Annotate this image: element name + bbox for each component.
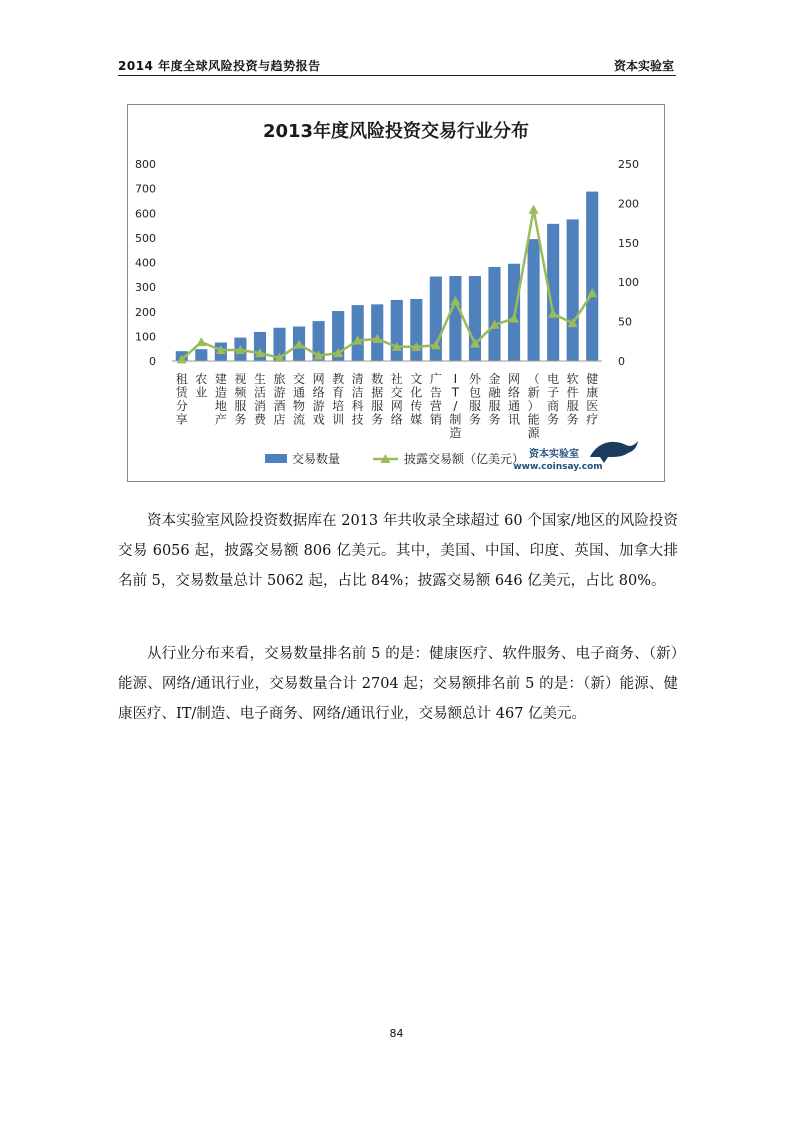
category-label <box>176 372 189 427</box>
bar-21 <box>567 219 579 361</box>
category-label-char: 件 <box>566 385 579 400</box>
category-label-char: 网 <box>312 372 325 386</box>
category-label-char: 新 <box>527 385 540 400</box>
category-label <box>293 372 305 427</box>
category-label-char: 产 <box>214 412 227 427</box>
category-label-char: 旅 <box>273 372 286 386</box>
category-label <box>547 371 559 427</box>
category-label <box>273 372 285 427</box>
category-label <box>391 371 403 427</box>
category-label-char: 戏 <box>312 412 325 427</box>
legend-line-label: 披露交易额（亿美元） <box>404 452 525 466</box>
category-label-char: 务 <box>371 412 384 427</box>
category-label-char: 数 <box>371 372 384 386</box>
category-label-char: 媒 <box>410 412 423 427</box>
bar-17 <box>488 267 500 361</box>
category-label-char: T <box>451 385 460 400</box>
category-label-char: 游 <box>312 399 325 413</box>
category-label-char: 康 <box>586 385 599 400</box>
category-label-char: 服 <box>234 399 247 413</box>
category-label-char: 洁 <box>351 385 364 400</box>
y-left-tick-label: 500 <box>135 231 156 245</box>
category-label-char: 广 <box>429 372 442 386</box>
category-label-char: 交 <box>390 385 403 400</box>
category-label-char: 赁 <box>175 385 188 400</box>
bar-22 <box>586 192 598 361</box>
category-label-char: 交 <box>293 372 306 386</box>
category-label-char: 训 <box>332 412 345 427</box>
y-left-tick-label: 700 <box>135 182 156 196</box>
y-right-tick-label: 50 <box>618 315 632 329</box>
category-label-char: 医 <box>586 399 599 413</box>
category-label-char: 物 <box>293 399 306 413</box>
report-title: 2014 年度全球风险投资与趋势报告 <box>118 59 321 73</box>
category-label-char: 培 <box>332 399 345 413</box>
category-label-char: 业 <box>195 385 208 400</box>
category-label-char: 告 <box>429 385 442 400</box>
category-label-char: 技 <box>351 412 364 427</box>
y-right-tick-label: 200 <box>618 197 639 211</box>
bar-15 <box>449 276 461 361</box>
category-label-char: 视 <box>234 372 247 386</box>
category-label-char: / <box>453 399 458 413</box>
category-label-char: 网 <box>390 399 403 413</box>
y-right-tick-label: 100 <box>618 276 639 290</box>
bar-16 <box>469 276 481 361</box>
category-label <box>195 372 207 400</box>
category-label-char: 软 <box>566 372 579 386</box>
category-label-char: 务 <box>468 412 481 427</box>
category-label-char: 化 <box>410 385 423 400</box>
category-label-char: 活 <box>253 385 266 400</box>
category-label-char: 造 <box>449 426 462 440</box>
category-label-char: 服 <box>488 399 501 413</box>
paragraph-1: 资本实验室风险投资数据库在 2013 年共收录全球超过 60 个国家/地区的风险投资交易 6056 起，披露交易额 806 亿美元。其中，美国、中国、印度、英国、加拿大排名前 5，交易数量总计 5062 起，占比 84%；披露交易额 646 亿美元，占比 80%。 <box>118 513 678 589</box>
category-label-char: 频 <box>234 385 247 400</box>
category-label-char: 游 <box>273 385 286 400</box>
category-label-char: 讯 <box>508 412 521 427</box>
paragraph-1-block <box>118 506 678 596</box>
bar-2 <box>195 349 207 361</box>
category-label-char: 地 <box>214 399 227 413</box>
category-label <box>215 371 227 427</box>
category-label-char: 金 <box>488 372 501 386</box>
chart-title: 2013年度风险投资交易行业分布 <box>262 121 530 142</box>
watermark-url: www.coinsay.com <box>513 462 603 472</box>
category-label-char: 子 <box>547 385 560 400</box>
category-label <box>586 371 598 427</box>
category-label-char: （ <box>527 372 540 386</box>
category-label-char: 流 <box>293 412 306 427</box>
category-label-char: 分 <box>175 399 188 413</box>
bar-19 <box>528 239 540 361</box>
category-label-char: 络 <box>508 385 521 400</box>
chart-svg <box>128 105 664 481</box>
category-label <box>567 372 579 427</box>
category-label-char: 建 <box>214 372 227 386</box>
category-label-char: 疗 <box>586 412 599 427</box>
category-label-char: 制 <box>449 412 462 427</box>
category-label-char: 费 <box>253 412 266 427</box>
category-label-char: 科 <box>351 399 364 413</box>
watermark-brand: 资本实验室 <box>529 449 579 460</box>
category-label <box>410 372 422 427</box>
y-left-tick-label: 400 <box>135 256 156 270</box>
legend-bar-label: 交易数量 <box>292 452 341 466</box>
header-divider <box>118 75 676 76</box>
publisher-name: 资本实验室 <box>613 59 674 73</box>
category-label <box>254 371 267 427</box>
category-label <box>528 372 541 440</box>
watermark-leopard-icon <box>590 441 638 463</box>
category-label <box>508 372 520 427</box>
category-label-char: 务 <box>547 412 560 427</box>
y-left-tick-label: 0 <box>149 355 156 368</box>
category-label-char: 健 <box>586 372 599 386</box>
category-label-char: 育 <box>332 385 345 400</box>
category-label-char: 通 <box>293 385 306 400</box>
bar-10 <box>352 305 364 361</box>
category-label-char: 通 <box>508 399 521 413</box>
category-label-char: 商 <box>547 399 560 413</box>
category-label-char: 络 <box>390 412 403 427</box>
category-label-char: ） <box>527 399 540 413</box>
category-label-char: 外 <box>468 372 481 386</box>
category-label <box>469 372 482 427</box>
paragraph-2: 从行业分布来看，交易数量排名前 5 的是：健康医疗、软件服务、电子商务、（新）能源、网络/通讯行业，交易数量合计 2704 起；交易额排名前 5 的是：（新）能源、健康医疗、IT/制造、电子商务、网络/通讯行业，交易额总计 467 亿美元。 <box>118 646 678 722</box>
category-label <box>234 372 247 427</box>
category-label <box>488 371 501 427</box>
category-label-char: I <box>453 372 458 386</box>
legend-bar-swatch <box>265 454 287 463</box>
category-label-char: 营 <box>429 399 442 413</box>
category-label-char: 务 <box>566 412 579 427</box>
page-number: 84 <box>389 1027 404 1040</box>
category-label-char: 服 <box>371 399 384 413</box>
category-label-char: 教 <box>332 372 345 386</box>
category-label <box>449 372 461 440</box>
category-label <box>332 371 344 427</box>
y-left-tick-label: 600 <box>135 207 156 221</box>
category-label-char: 网 <box>508 372 521 386</box>
bar-13 <box>410 299 422 361</box>
bar-12 <box>391 300 403 361</box>
y-right-tick-label: 250 <box>618 158 639 171</box>
category-label-char: 享 <box>175 412 188 427</box>
category-label-char: 务 <box>488 412 501 427</box>
category-label-char: 租 <box>175 372 188 386</box>
category-label-char: 农 <box>195 372 208 386</box>
category-label-char: 造 <box>214 385 227 400</box>
y-left-tick-label: 800 <box>135 158 156 171</box>
category-label-char: 源 <box>527 426 540 440</box>
y-left-tick-label: 100 <box>135 330 156 344</box>
category-label-char: 络 <box>312 385 325 400</box>
amount-marker-19 <box>529 205 539 214</box>
category-label <box>313 372 325 427</box>
bar-11 <box>371 304 383 361</box>
category-label-char: 服 <box>566 399 579 413</box>
category-label-char: 融 <box>488 385 501 400</box>
category-label-char: 务 <box>234 412 247 427</box>
category-label-char: 据 <box>371 385 384 400</box>
category-label <box>371 371 383 427</box>
y-left-tick-label: 300 <box>135 281 156 295</box>
industry-distribution-chart <box>127 104 665 482</box>
category-label <box>430 371 442 427</box>
category-label-char: 包 <box>468 385 481 400</box>
category-label-char: 酒 <box>273 399 286 413</box>
category-label-char: 社 <box>390 372 403 386</box>
page-header <box>118 55 676 77</box>
category-label-char: 服 <box>468 399 481 413</box>
category-label-char: 能 <box>527 412 540 427</box>
y-left-tick-label: 200 <box>135 305 156 319</box>
y-right-tick-label: 150 <box>618 236 639 250</box>
category-label-char: 生 <box>253 372 266 386</box>
category-label-char: 电 <box>547 372 560 386</box>
category-label <box>352 371 364 427</box>
y-right-tick-label: 0 <box>618 355 625 368</box>
category-label-char: 清 <box>351 372 364 386</box>
category-label-char: 传 <box>410 399 423 413</box>
paragraph-2-block <box>118 639 678 729</box>
category-label-char: 销 <box>429 412 442 427</box>
category-label-char: 店 <box>273 412 286 427</box>
amount-marker-2 <box>196 337 206 346</box>
category-label-char: 文 <box>410 372 423 386</box>
category-label-char: 消 <box>253 399 266 413</box>
